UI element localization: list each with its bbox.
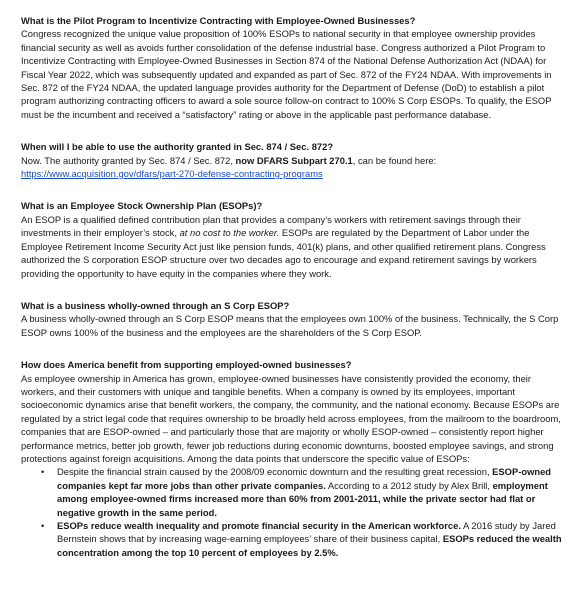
dfars-link[interactable]: https://www.acquisition.gov/dfars/part-270-defense-contracting-programs <box>21 168 323 180</box>
section-esop-definition <box>21 199 569 279</box>
body-italic-text: at no cost to the worker. <box>179 227 280 239</box>
benefit-bullet-list <box>21 465 569 559</box>
section-body: A business wholly-owned through an S Corp ESOP means that the employees own 100% of the business. Technically, the S Corp ESOP owns 100% of the business and the employees are the shareholders of the S Corp ESOP. <box>21 313 559 338</box>
section-heading: How does America benefit from supporting employed-owned businesses? <box>21 359 352 371</box>
section-heading: What is a business wholly-owned through an S Corp ESOP? <box>21 299 290 311</box>
section-heading: When will I be able to use the authority granted in Sec. 874 / Sec. 872? <box>21 141 334 153</box>
section-authority-timing <box>21 140 569 180</box>
bullet-bold-text: ESOP-owned companies kept far more jobs than other private companies. <box>57 466 552 491</box>
bullet-text: According to a 2012 study by Alex Brill, <box>325 479 493 491</box>
section-pilot-program <box>21 14 569 121</box>
body-bold-text: now DFARS Subpart 270.1 <box>235 154 353 166</box>
section-body <box>21 213 569 280</box>
section-s-corp-esop <box>21 299 569 339</box>
list-item <box>41 519 569 559</box>
body-text: An ESOP is a qualified defined contribution plan that provides a company’s workers with retirement savings through their investments in their employer’s stock, <box>21 213 521 239</box>
body-text: , can be found here: <box>352 154 437 166</box>
bullet-bold-text: ESOPs reduced the wealth concentration among the top 10 percent of employees by 2.5%. <box>57 533 562 558</box>
bullet-bold-text: ESOPs reduce wealth inequality and promote financial security in the American workforce. <box>57 520 461 531</box>
section-body: Congress recognized the unique value proposition of 100% ESOPs to national security in that employee ownership provides financial security as well as avoids further consolidation of the defense industrial base. Congress authorized a Pilot Program to Incentivize Contracting with Employee-Owned Businesses in Section 874 of the National Defense Authorization Act (NDAA) for Fiscal Year 2022, which was subsequently updated and expanded as part of Sec. 872 of the FY24 NDAA. With improvements in Sec. 872 of the FY24 NDAA, the updated language provides authority for the Department of Defense (DoD) to establish a pilot program authorizing contracting officers to award a sole source follow-on contract to 100% S Corp ESOPs. To qualify, the ESOP must be the incumbent and received a “satisfactory” rating or above in the applicable past performance database. <box>21 28 552 120</box>
bullet-icon: • <box>41 520 45 531</box>
bullet-bold-text: employment among employee-owned firms increased more than 60% from 2001-2011, while the private sector had flat or negative growth in the same period. <box>57 479 548 518</box>
section-body: As employee ownership in America has grown, employee-owned businesses have consistently provided the economy, their workers, and their customers with unique and tangible benefits. When a company is owned by its employees, important socioeconomic dynamics arise that benefit workers, the company, the community, and the national economy. Because ESOPs are regulated by a strict legal code that requires ownership to be broadly held across employees, from the mailroom to the boardroom, companies that are ESOP-owned – and particularly those that are majority or wholly ESOP-owned – consistently report higher performance metrics, better job growth, fewer job reductions during economic downturns, boosted employee savings, and strong protections against foreign acquisitions. Among the data points that underscore the specific value of ESOPs: <box>21 372 561 464</box>
body-text: ESOPs are regulated by the Department of Labor under the Employee Retirement Income Security Act just like pension funds, 401(k) plans, and other qualified retirement plans. Congress authorized the S corporation ESOP structure over two decades ago to encourage and expand retirement savings by workers providing the opportunity to have equity in the companies where they work. <box>21 227 546 279</box>
bullet-text: A 2016 study by Jared Bernstein shows that by increasing wage-earning employees’ share of their business capital, <box>57 520 556 545</box>
body-text: Now. The authority granted by Sec. 874 / Sec. 872, <box>21 154 236 166</box>
document-page <box>21 14 569 578</box>
bullet-icon: • <box>41 466 45 478</box>
list-item <box>41 465 569 519</box>
section-heading: What is the Pilot Program to Incentivize Contracting with Employee-Owned Businesses? <box>21 15 416 26</box>
section-heading: What is an Employee Stock Ownership Plan (ESOPs)? <box>21 200 263 212</box>
section-america-benefit <box>21 358 569 559</box>
bullet-text: Despite the financial strain caused by the 2008/09 economic downturn and the resulting great recession, <box>57 466 493 478</box>
section-body <box>21 154 569 181</box>
